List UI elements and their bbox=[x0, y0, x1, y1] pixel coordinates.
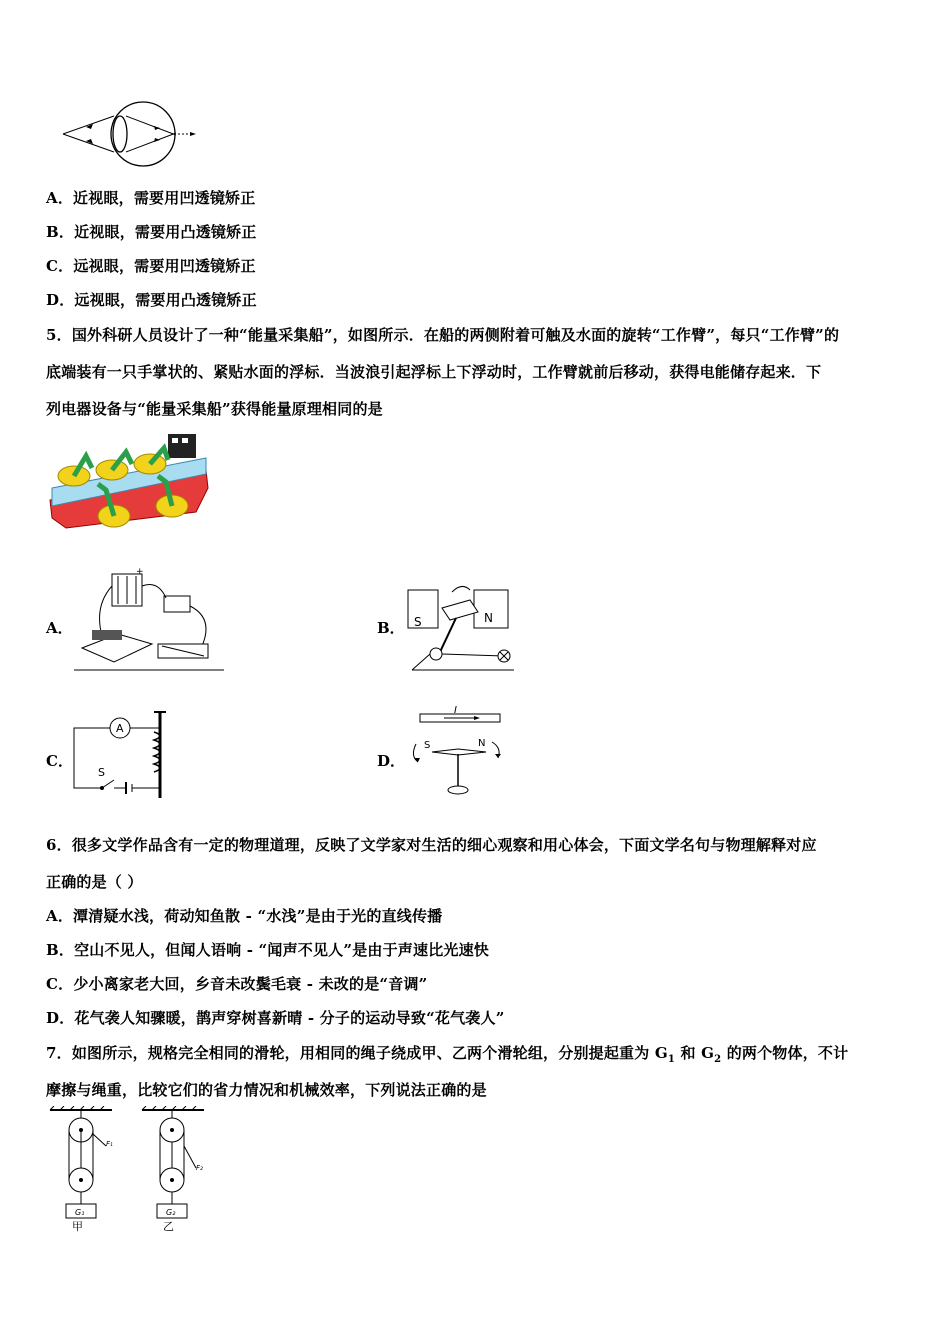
fig-jia-label: 甲 bbox=[72, 1220, 83, 1233]
q6-option-c: C．少小离家老大回，乡音未改鬓毛衰 - 未改的是“音调” bbox=[46, 975, 428, 993]
q7-stem-line2: 摩擦与绳重，比较它们的省力情况和机械效率，下列说法正确的是 bbox=[46, 1081, 487, 1099]
svg-text:+: + bbox=[136, 567, 144, 577]
fig-f2-label: F₂ bbox=[196, 1164, 203, 1172]
q6-option-b: B．空山不见人，但闻人语响 - “闻声不见人”是由于声速比光速快 bbox=[46, 941, 490, 959]
q5-option-a-label: A． bbox=[46, 619, 73, 637]
eye-diagram bbox=[58, 100, 210, 168]
q6-option-a: A．潭清疑水浅，荷动知鱼散 - “水浅”是由于光的直线传播 bbox=[46, 907, 443, 925]
electromagnet-circuit-figure bbox=[62, 706, 174, 802]
q6-stem-line1: 6．很多文学作品含有一定的物理道理，反映了文学家对生活的细心观察和用心体会，下面文学名句与物理解释对应 bbox=[46, 836, 817, 854]
fig-d-i-label: I bbox=[454, 706, 457, 716]
q4-option-a: A．近视眼，需要用凹透镜矫正 bbox=[46, 189, 256, 207]
q5-option-b-label: B． bbox=[377, 619, 405, 637]
generator-figure bbox=[404, 578, 520, 676]
q5-stem-line2: 底端装有一只手掌状的、紧贴水面的浮标．当波浪引起浮标上下浮动时，工作臂就前后移动，获得电能储存起来．下 bbox=[46, 363, 822, 381]
fig-g1-label: G₁ bbox=[75, 1208, 85, 1217]
fig-c-s-label: S bbox=[98, 766, 105, 779]
fig-d-n-label: N bbox=[478, 738, 486, 749]
q4-option-c: C．远视眼，需要用凹透镜矫正 bbox=[46, 257, 256, 275]
fig-b-s-label: S bbox=[414, 615, 422, 629]
fig-c-a-label: A bbox=[116, 722, 124, 735]
fig-b-n-label: N bbox=[484, 611, 493, 625]
oersted-experiment-figure bbox=[404, 706, 516, 802]
q5-option-d-label: D． bbox=[377, 752, 406, 770]
q7-stem-line1: 7．如图所示，规格完全相同的滑轮，用相同的绳子绕成甲、乙两个滑轮组，分别提起重为 $G_1$ 和 $G_2$ 的两个物体，不计 bbox=[46, 1044, 849, 1065]
pulley-systems-figure bbox=[46, 1106, 216, 1234]
fig-d-s-label: S bbox=[424, 740, 431, 751]
fig-f1-label: F₁ bbox=[106, 1140, 113, 1148]
fig-g2-label: G₂ bbox=[166, 1208, 176, 1217]
q6-stem-line2: 正确的是（ ） bbox=[46, 873, 143, 891]
energy-ship-image bbox=[46, 428, 212, 538]
q4-option-d: D．远视眼，需要用凸透镜矫正 bbox=[46, 291, 257, 309]
q5-stem-line1: 5．国外科研人员设计了一种“能量采集船”，如图所示．在船的两侧附着可触及水面的旋转“工作臂”，每只“工作臂”的 bbox=[46, 326, 840, 344]
fig-yi-label: 乙 bbox=[163, 1220, 174, 1233]
q6-option-d: D．花气袭人知骤暖，鹊声穿树喜新晴 - 分子的运动导致“花气袭人” bbox=[46, 1009, 505, 1027]
q5-option-c-label: C． bbox=[46, 752, 73, 770]
q4-option-b: B．近视眼，需要用凸透镜矫正 bbox=[46, 223, 257, 241]
q5-stem-line3: 列电器设备与“能量采集船”获得能量原理相同的是 bbox=[46, 400, 383, 418]
q4-option-a-text: A． bbox=[46, 189, 74, 207]
motor-circuit-figure bbox=[74, 566, 226, 676]
